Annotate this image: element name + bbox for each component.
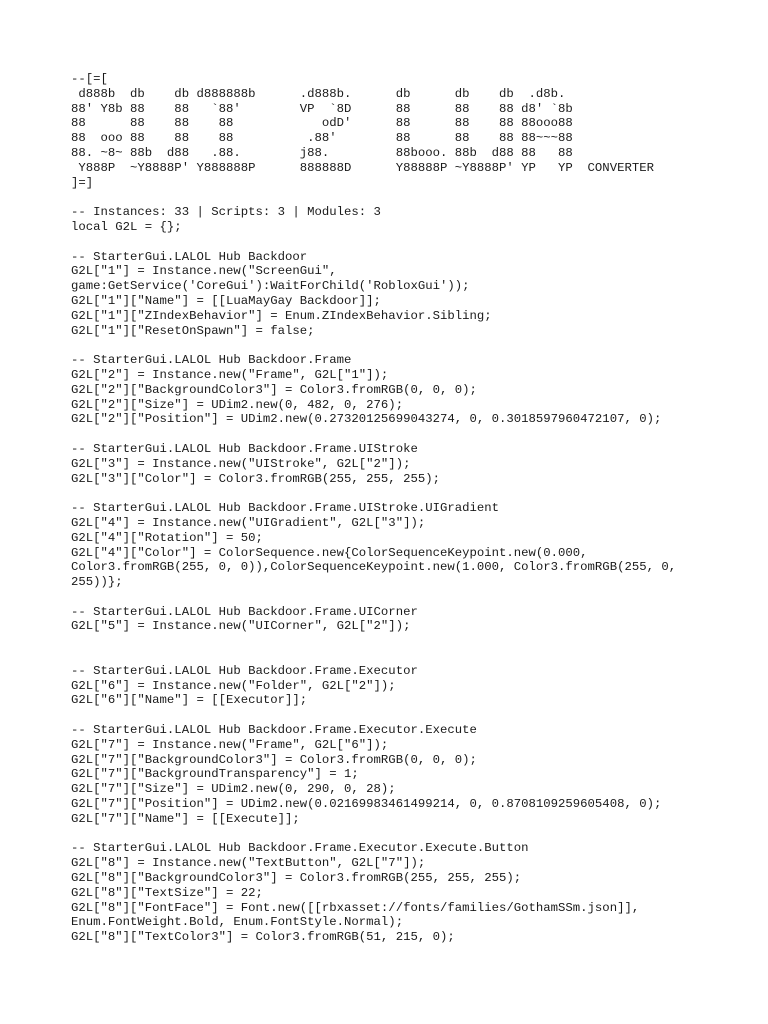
- code-line: G2L["8"]["FontFace"] = Font.new([[rbxasset://fonts/families/GothamSSm.json]],: [71, 900, 640, 915]
- code-line: G2L["3"] = Instance.new("UIStroke", G2L["2"]);: [71, 456, 411, 471]
- code-line: G2L["4"] = Instance.new("UIGradient", G2L["3"]);: [71, 515, 426, 530]
- comment-line: -- StarterGui.LALOL Hub Backdoor.Frame: [71, 353, 352, 368]
- comment-line: -- StarterGui.LALOL Hub Backdoor: [71, 249, 308, 264]
- code-line: [71, 590, 761, 605]
- code-line: [71, 708, 761, 723]
- comment-line: -- StarterGui.LALOL Hub Backdoor.Frame.Executor.Execute.Button: [71, 841, 529, 856]
- code-line: Enum.FontWeight.Bold, Enum.FontStyle.Normal);: [71, 915, 404, 930]
- comment-line: -- StarterGui.LALOL Hub Backdoor.Frame.UICorner: [71, 604, 418, 619]
- code-line: [71, 190, 761, 205]
- comment-line: -- Instances: 33 | Scripts: 3 | Modules: 3: [71, 205, 381, 220]
- comment-line: --[=[: [71, 72, 108, 86]
- code-line: [71, 486, 761, 501]
- code-line: G2L["8"]["BackgroundColor3"] = Color3.fromRGB(255, 255, 255);: [71, 871, 522, 886]
- comment-line: -- StarterGui.LALOL Hub Backdoor.Frame.Executor: [71, 663, 418, 678]
- code-line: G2L["1"]["ZIndexBehavior"] = Enum.ZIndexBehavior.Sibling;: [71, 308, 492, 323]
- code-line: d888b db db d888888b .d888b. db db db .d8b.: [71, 86, 566, 101]
- code-line: [71, 649, 761, 664]
- code-line: G2L["6"]["Name"] = [[Executor]];: [71, 693, 308, 708]
- code-line: G2L["2"]["Position"] = UDim2.new(0.27320125699043274, 0, 0.3018597960472107, 0);: [71, 412, 662, 427]
- code-line: G2L["7"]["Name"] = [[Execute]];: [71, 811, 300, 826]
- comment-line: -- StarterGui.LALOL Hub Backdoor.Frame.UIStroke: [71, 441, 418, 456]
- code-line: G2L["4"]["Rotation"] = 50;: [71, 530, 263, 545]
- code-line: 88 88 88 88 odD' 88 88 88 88ooo88: [71, 116, 573, 131]
- code-line: 255))};: [71, 575, 123, 590]
- code-line: G2L["1"]["Name"] = [[LuaMayGay Backdoor]];: [71, 293, 381, 308]
- code-line: G2L["2"]["BackgroundColor3"] = Color3.fromRGB(0, 0, 0);: [71, 382, 477, 397]
- code-line: [71, 427, 761, 442]
- code-line: Y888P ~Y8888P' Y888888P 888888D Y88888P ~Y8888P' YP YP CONVERTER: [71, 160, 654, 175]
- code-line: G2L["7"]["Size"] = UDim2.new(0, 290, 0, 28);: [71, 782, 396, 797]
- code-listing: [71, 72, 761, 945]
- code-line: G2L["8"]["TextSize"] = 22;: [71, 885, 263, 900]
- code-line: G2L["4"]["Color"] = ColorSequence.new{ColorSequenceKeypoint.new(0.000,: [71, 545, 588, 560]
- code-line: G2L["7"]["BackgroundColor3"] = Color3.fromRGB(0, 0, 0);: [71, 752, 477, 767]
- code-line: G2L["2"] = Instance.new("Frame", G2L["1"]);: [71, 367, 389, 382]
- code-line: [71, 827, 761, 842]
- code-line: G2L["7"]["BackgroundTransparency"] = 1;: [71, 767, 359, 782]
- code-line: G2L["1"] = Instance.new("ScreenGui",: [71, 264, 337, 279]
- code-line: local G2L = {};: [71, 219, 182, 234]
- code-line: G2L["8"] = Instance.new("TextButton", G2L["7"]);: [71, 856, 426, 871]
- code-line: 88 ooo 88 88 88 .88' 88 88 88 88~~~88: [71, 131, 573, 146]
- code-line: [71, 338, 761, 353]
- comment-line: -- StarterGui.LALOL Hub Backdoor.Frame.UIStroke.UIGradient: [71, 501, 500, 516]
- code-line: G2L["8"]["TextColor3"] = Color3.fromRGB(51, 215, 0);: [71, 930, 455, 945]
- code-line: G2L["5"] = Instance.new("UICorner", G2L["2"]);: [71, 619, 411, 634]
- code-line: [71, 235, 761, 250]
- code-line: ]=]: [71, 175, 94, 190]
- code-line: G2L["3"]["Color"] = Color3.fromRGB(255, 255, 255);: [71, 471, 440, 486]
- code-line: G2L["2"]["Size"] = UDim2.new(0, 482, 0, 276);: [71, 397, 404, 412]
- code-line: G2L["6"] = Instance.new("Folder", G2L["2"]);: [71, 678, 396, 693]
- code-line: G2L["1"]["ResetOnSpawn"] = false;: [71, 323, 315, 338]
- code-line: G2L["7"]["Position"] = UDim2.new(0.02169983461499214, 0, 0.8708109259605408, 0);: [71, 797, 662, 812]
- code-line: Color3.fromRGB(255, 0, 0)),ColorSequenceKeypoint.new(1.000, Color3.fromRGB(255, 0,: [71, 560, 677, 575]
- code-line: G2L["7"] = Instance.new("Frame", G2L["6"]);: [71, 737, 389, 752]
- code-line: 88. ~8~ 88b d88 .88. j88. 88booo. 88b d88 88 88: [71, 145, 573, 160]
- code-line: game:GetService('CoreGui'):WaitForChild('RobloxGui'));: [71, 279, 470, 294]
- code-line: [71, 634, 761, 649]
- code-line: 88' Y8b 88 88 `88' VP `8D 88 88 88 d8' `8b: [71, 101, 573, 116]
- comment-line: -- StarterGui.LALOL Hub Backdoor.Frame.Executor.Execute: [71, 723, 477, 738]
